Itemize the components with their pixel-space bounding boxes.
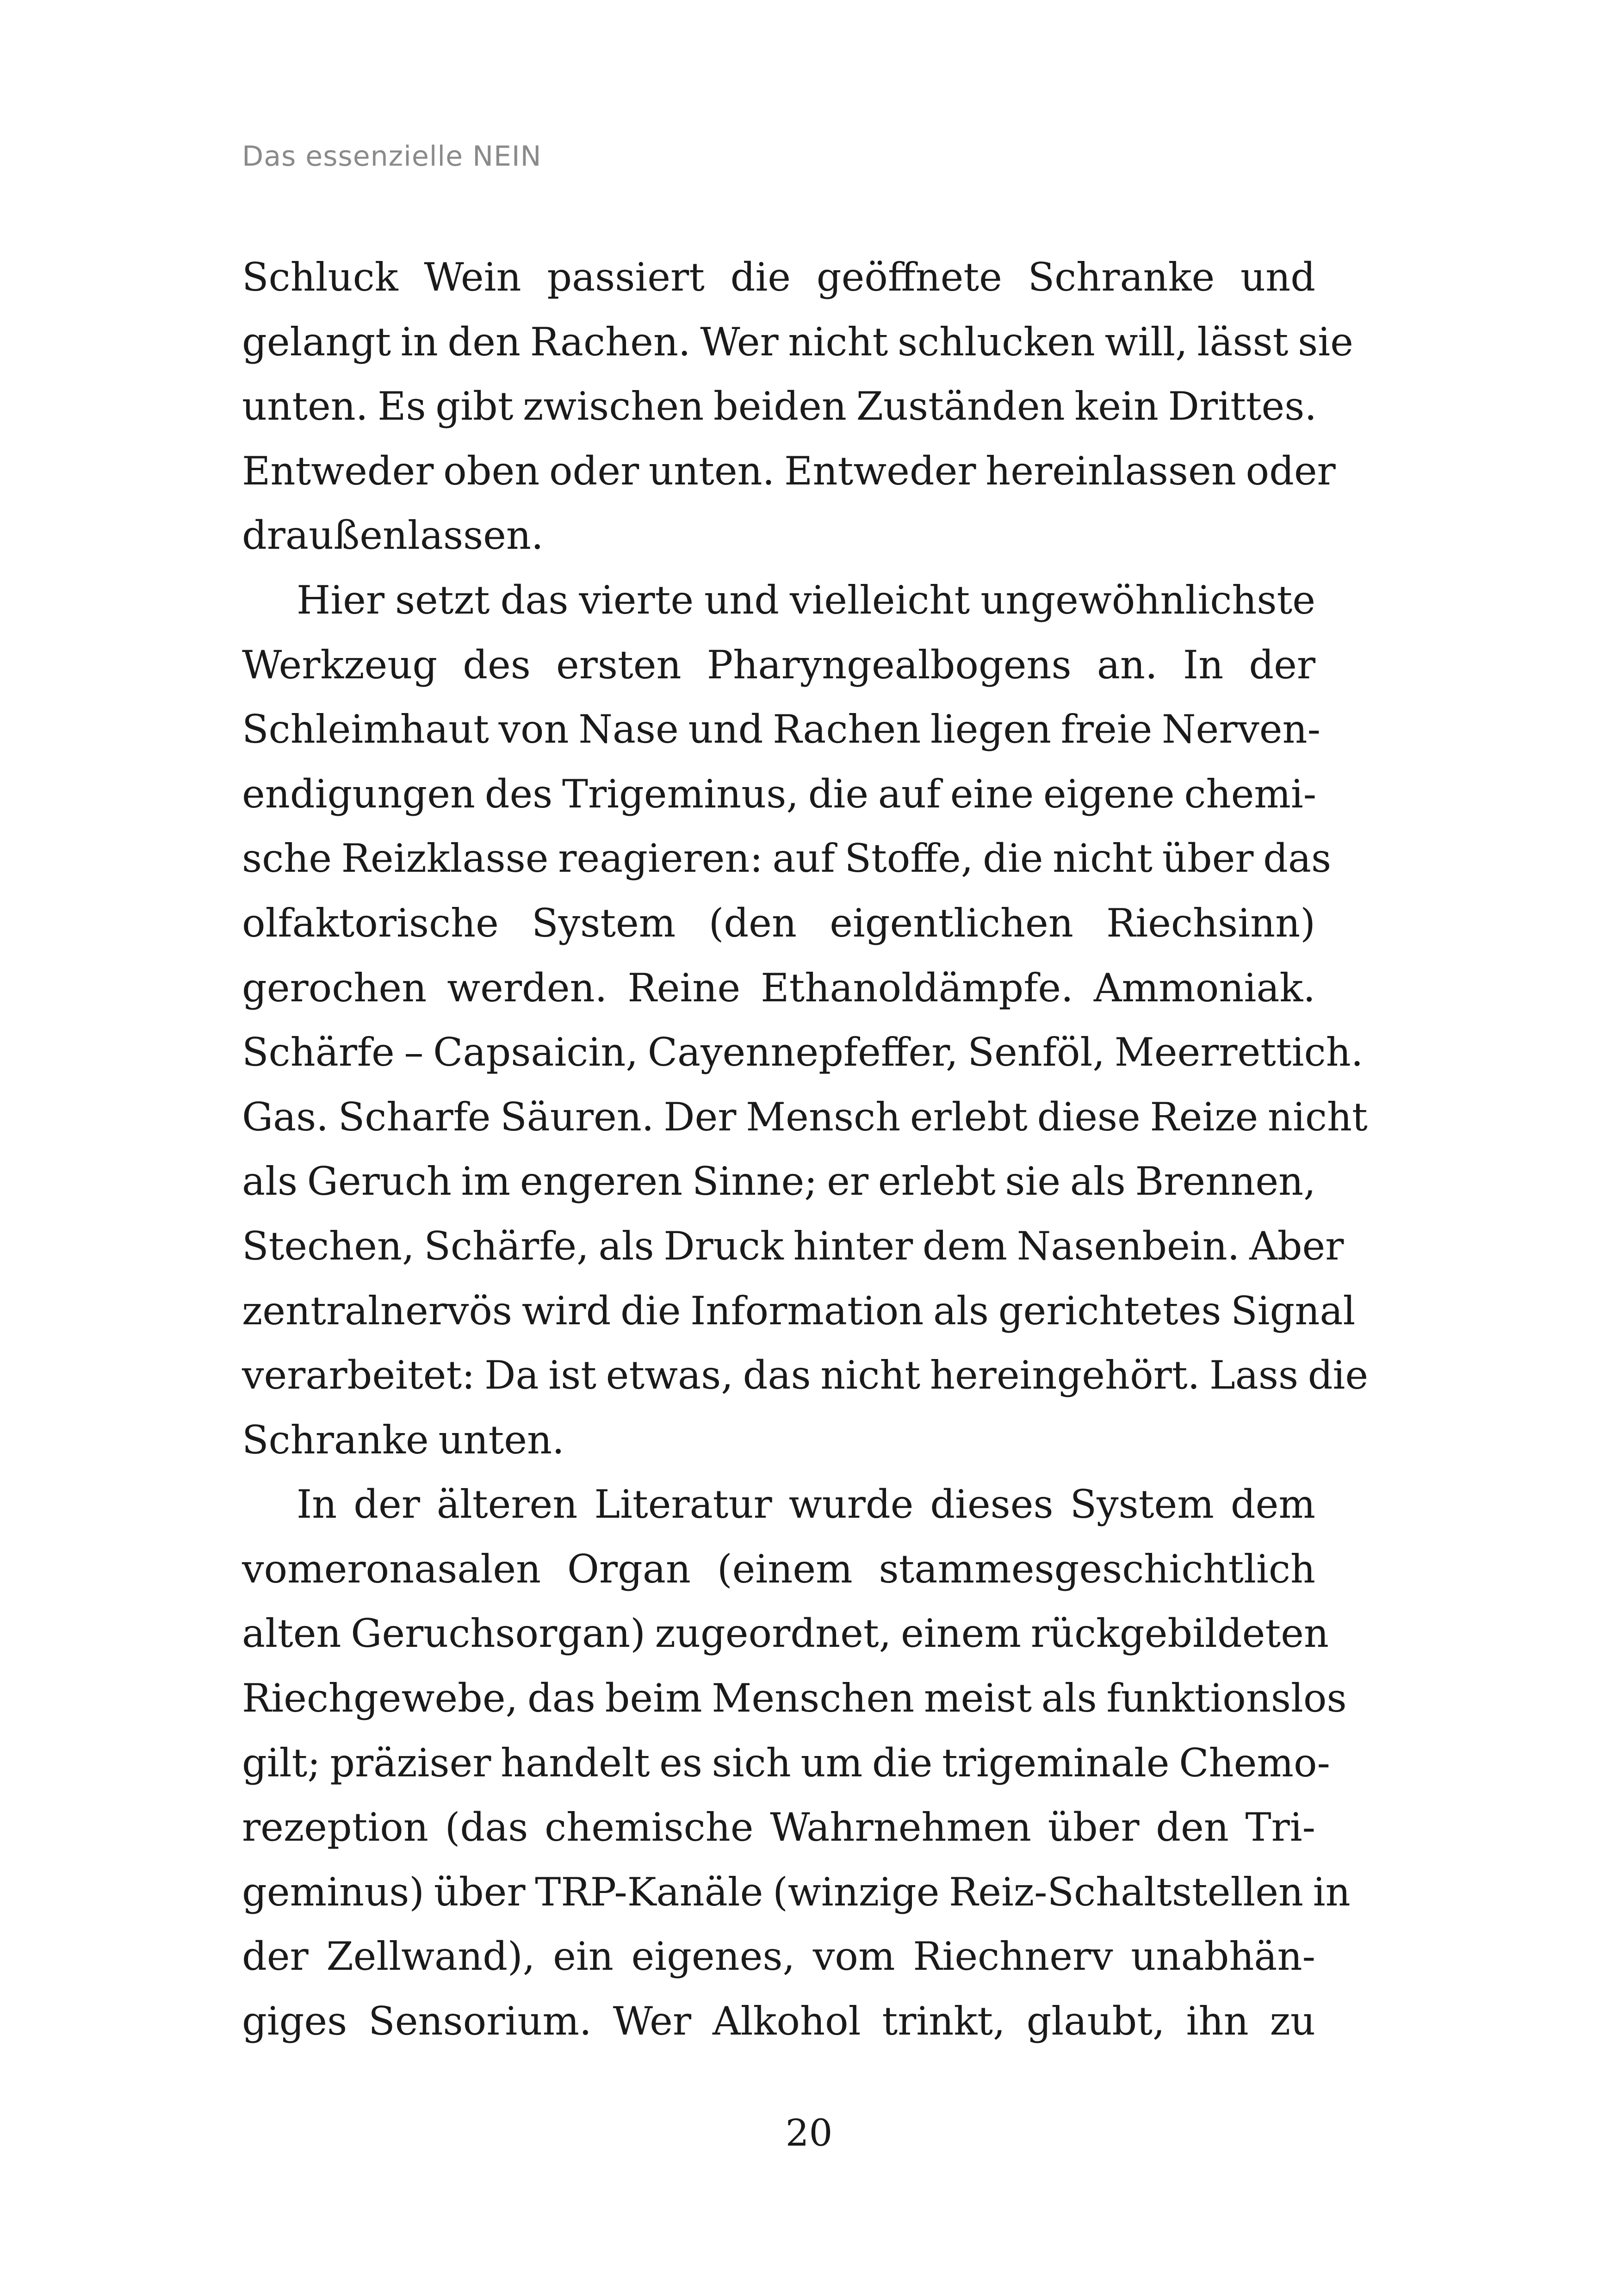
text-line: alten Geruchsorgan) zugeordnet, einem rückgebildeten <box>242 1611 1329 1657</box>
paragraph <box>242 1472 1351 2054</box>
text-line: sche Reizklasse reagieren: auf Stoffe, die nicht über das <box>242 836 1332 881</box>
text-line: Riechgewebe, das beim Menschen meist als funktionslos <box>242 1675 1347 1721</box>
text-line: In der älteren Literatur wurde dieses System dem <box>297 1482 1315 1527</box>
text-line: Werkzeug des ersten Pharyngealbogens an. In der <box>242 642 1315 688</box>
text-line: als Geruch im engeren Sinne; er erlebt sie als Brennen, <box>242 1159 1316 1204</box>
text-line: Stechen, Schärfe, als Druck hinter dem Nasenbein. Aber <box>242 1223 1344 1269</box>
running-head: Das essenzielle NEIN <box>242 140 542 173</box>
text-line: zentralnervös wird die Information als gerichtetes Signal <box>242 1288 1356 1334</box>
text-line: Entweder oben oder unten. Entweder hereinlassen oder <box>242 448 1336 494</box>
text-line: vomeronasalen Organ (einem stammesgeschichtlich <box>242 1546 1315 1592</box>
page-number: 20 <box>785 2111 833 2154</box>
text-line: Gas. Scharfe Säuren. Der Mensch erlebt diese Reize nicht <box>242 1094 1368 1140</box>
text-line: der Zellwand), ein eigenes, vom Riechnerv unabhän- <box>242 1934 1315 1980</box>
text-line: giges Sensorium. Wer Alkohol trinkt, glaubt, ihn zu <box>242 1998 1315 2044</box>
text-line: rezeption (das chemische Wahrnehmen über den Tri- <box>242 1805 1315 1850</box>
body-text <box>242 245 1369 2054</box>
text-line: Schranke unten. <box>242 1417 564 1463</box>
text-line: geminus) über TRP-Kanäle (winzige Reiz-Schaltstellen in <box>242 1869 1351 1915</box>
text-line: endigungen des Trigeminus, die auf eine eigene chemi- <box>242 771 1317 817</box>
text-line: gerochen werden. Reine Ethanoldämpfe. Ammoniak. <box>242 965 1315 1011</box>
text-line: Schleimhaut von Nase und Rachen liegen freie Nerven- <box>242 707 1320 752</box>
text-line: Schärfe – Capsaicin, Cayennepfeffer, Senföl, Meerrettich. <box>242 1030 1364 1075</box>
paragraph <box>242 568 1369 1472</box>
text-line: gelangt in den Rachen. Wer nicht schlucken will, lässt sie <box>242 319 1353 365</box>
text-line: verarbeitet: Da ist etwas, das nicht hereingehört. Lass die <box>242 1353 1369 1398</box>
text-line: Hier setzt das vierte und vielleicht ungewöhnlichste <box>297 577 1315 623</box>
text-line: unten. Es gibt zwischen beiden Zuständen kein Drittes. <box>242 384 1317 429</box>
text-line: olfaktorische System (den eigentlichen Riechsinn) <box>242 900 1315 946</box>
text-line: draußenlassen. <box>242 513 544 558</box>
text-line: gilt; präziser handelt es sich um die trigeminale Chemo- <box>242 1740 1330 1786</box>
paragraph <box>242 245 1353 568</box>
text-line: Schluck Wein passiert die geöffnete Schranke und <box>242 254 1315 300</box>
